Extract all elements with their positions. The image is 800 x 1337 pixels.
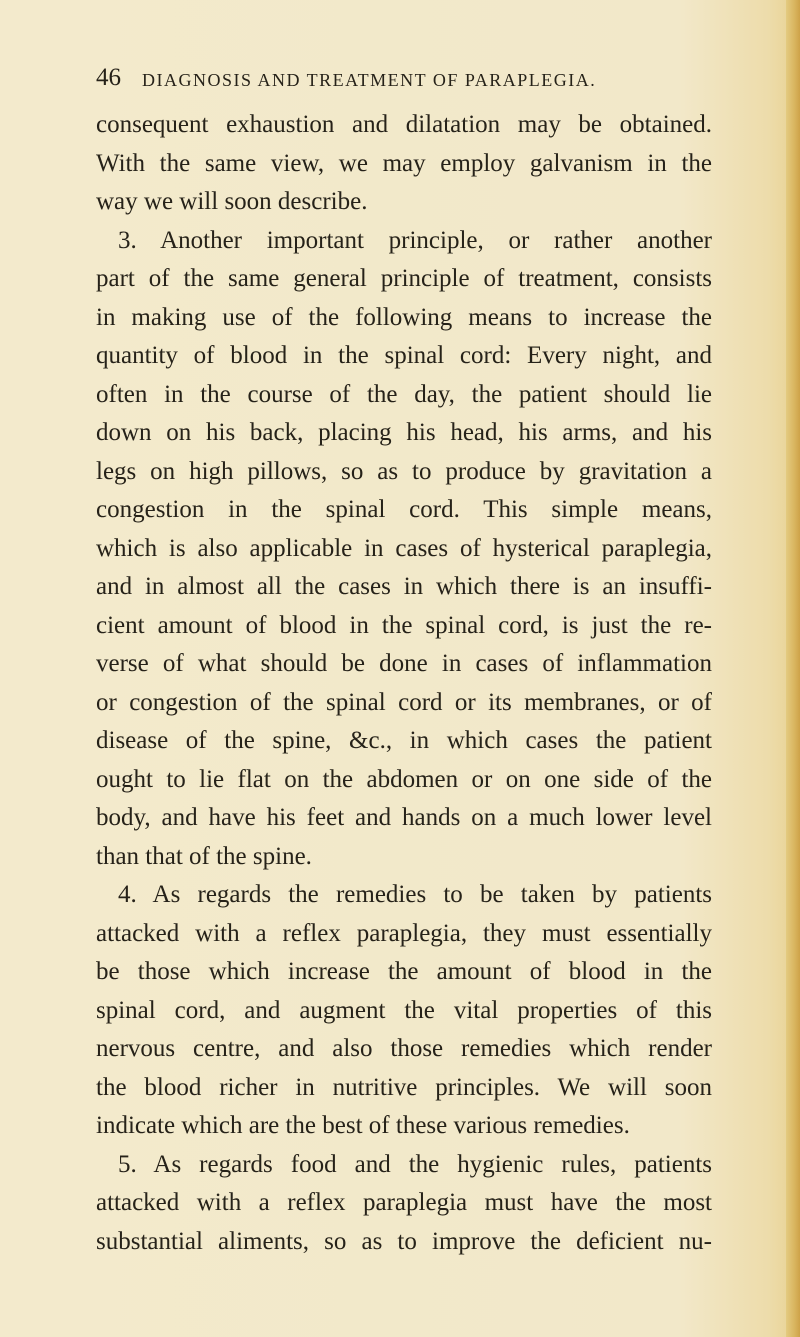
text-line: be those which increase the amount of blood in the: [96, 958, 712, 985]
text-line: substantial aliments, so as to improve the deficient nu-: [96, 1227, 712, 1255]
text-line: congestion in the spinal cord. This simple means,: [96, 496, 712, 523]
text-line: than that of the spine.: [96, 842, 312, 870]
body-text: [96, 106, 712, 1261]
text-line: often in the course of the day, the patient should lie: [96, 380, 712, 408]
text-line: attacked with a reflex paraplegia must have the most: [96, 1189, 712, 1216]
text-line: 5. As regards food and the hygienic rules, patients: [118, 1150, 712, 1178]
running-head: DIAGNOSIS AND TREATMENT OF PARAPLEGIA.: [142, 70, 597, 90]
page-header: [96, 64, 706, 98]
text-line: or congestion of the spinal cord or its membranes, or of: [96, 688, 712, 716]
text-line: part of the same general principle of treatment, consists: [96, 265, 712, 292]
text-line: body, and have his feet and hands on a much lower level: [96, 804, 712, 831]
text-line: way we will soon describe.: [96, 188, 368, 215]
text-line: indicate which are the best of these various remedies.: [96, 1112, 630, 1139]
text-line: quantity of blood in the spinal cord: Every night, and: [96, 342, 712, 369]
text-line: spinal cord, and augment the vital properties of this: [96, 996, 712, 1024]
text-line: in making use of the following means to increase the: [96, 303, 712, 331]
text-line: 4. As regards the remedies to be taken by patients: [118, 881, 712, 908]
text-line: cient amount of blood in the spinal cord, is just the re-: [96, 611, 712, 639]
text-line: the blood richer in nutritive principles. We will soon: [96, 1073, 712, 1101]
text-line: which is also applicable in cases of hysterical paraplegia,: [96, 534, 712, 562]
page-edge: [786, 0, 800, 1337]
text-line: legs on high pillows, so as to produce by gravitation a: [96, 457, 712, 485]
page-number: 46: [96, 64, 121, 91]
text-line: attacked with a reflex paraplegia, they must essentially: [96, 919, 712, 947]
text-line: With the same view, we may employ galvanism in the: [96, 149, 712, 177]
text-line: verse of what should be done in cases of inflammation: [96, 650, 712, 677]
text-line: ought to lie flat on the abdomen or on one side of the: [96, 765, 712, 793]
text-line: nervous centre, and also those remedies which render: [96, 1035, 712, 1062]
text-line: and in almost all the cases in which there is an insuffi-: [96, 573, 712, 600]
text-line: consequent exhaustion and dilatation may be obtained.: [96, 111, 712, 138]
text-line: disease of the spine, &c., in which cases the patient: [96, 727, 712, 754]
text-line: 3. Another important principle, or rather another: [118, 226, 712, 254]
text-line: down on his back, placing his head, his arms, and his: [96, 419, 712, 446]
